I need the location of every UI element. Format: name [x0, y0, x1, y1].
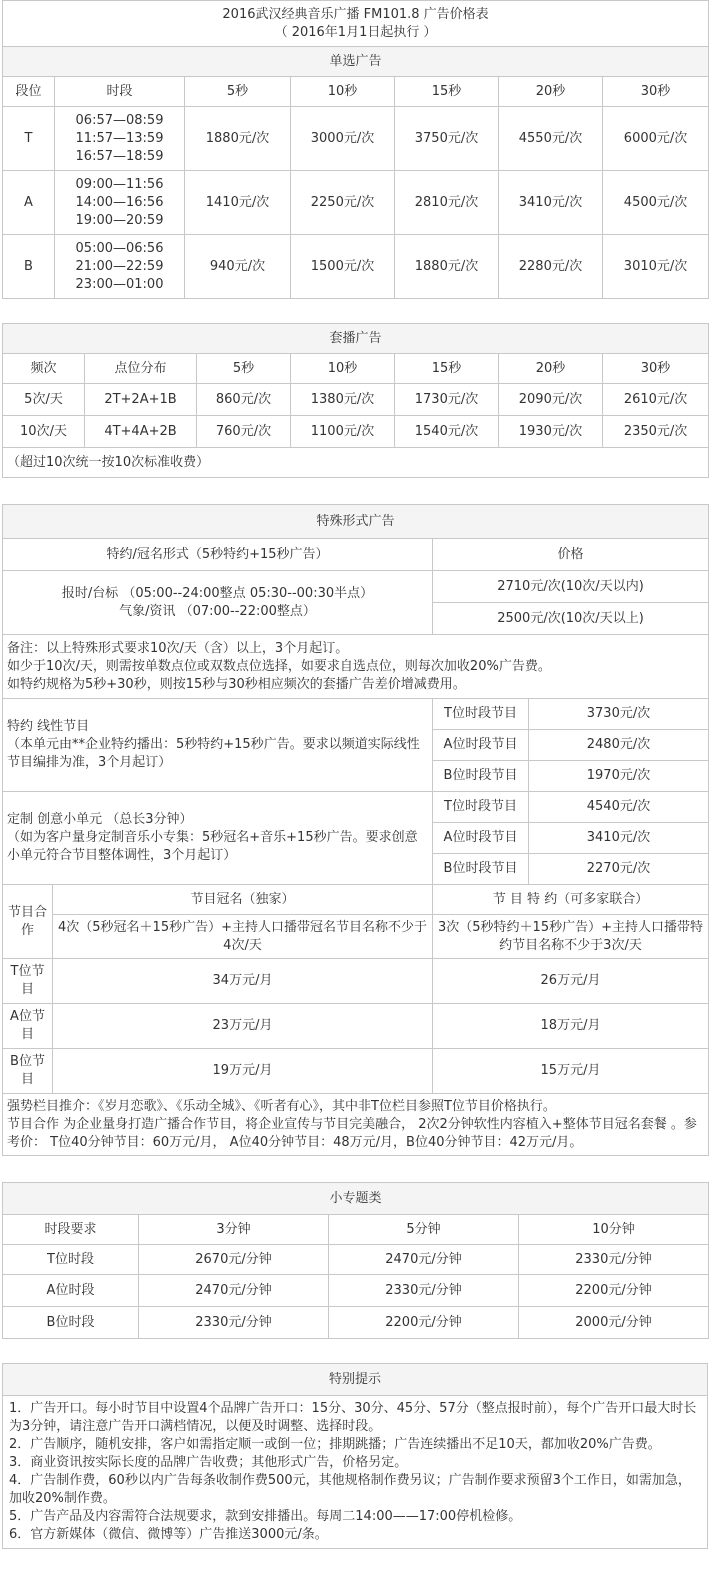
table-row [3, 107, 709, 171]
mini-topic-table [2, 1182, 709, 1339]
sheet-title-line2: （ 2016年1月1日起执行 ） [274, 24, 437, 40]
tip-item: 5．广告产品及内容需符合法规要求，款到安排播出。每周二14:00——17:00停机检修。 [9, 1509, 522, 1524]
coop-sponsor-price: 15万元/月 [433, 1049, 709, 1094]
price-cell: 1100元/次 [291, 416, 395, 448]
price-cell: 6000元/次 [603, 107, 709, 171]
coop-naming-price: 34万元/月 [53, 959, 433, 1004]
special-price-2: 2500元/次(10次/天以上) [433, 603, 709, 635]
table-row [3, 235, 709, 299]
price-cell: 2330元/分钟 [139, 1307, 329, 1339]
slot-label: B位时段节目 [433, 761, 529, 792]
coop-sponsor-price: 26万元/月 [433, 959, 709, 1004]
price-cell: 940元/次 [185, 235, 291, 299]
custom-unit-title: 定制 创意小单元 （总长3分钟） [7, 812, 193, 827]
special-desc-2: 气象/资讯 （07:00--22:00整点） [119, 603, 316, 619]
table-row [3, 959, 709, 1004]
package-header-cell: 10秒 [291, 354, 395, 384]
price-cell: 3000元/次 [291, 107, 395, 171]
frequency-cell: 5次/天 [3, 384, 85, 416]
single-header-cell: 10秒 [291, 77, 395, 107]
special-col-form: 特约/冠名形式（5秒特约+15秒广告） [3, 539, 433, 571]
coop-naming-price: 23万元/月 [53, 1004, 433, 1049]
special-footer-line: 节目合作 为企业量身打造广播合作节目，将企业宣传与节目完美融合， 2次2分钟软性内容植入+整体节目冠名套餐 。参考价： T位40分钟节目：60万元/月， A位40分钟节目：48万元/月，B位40分钟节目：42万元/月。 [7, 1116, 697, 1150]
price-sheet [2, 0, 712, 1549]
mini-header-cell: 时段要求 [3, 1215, 139, 1245]
price-cell: 2670元/分钟 [139, 1245, 329, 1275]
mini-row-label: A位时段 [3, 1275, 139, 1307]
tips-list [3, 1396, 708, 1549]
custom-unit-cell [3, 792, 433, 885]
mini-row-label: T位时段 [3, 1245, 139, 1275]
slot-label: T位时段节目 [433, 699, 529, 730]
special-note: 如少于10次/天，则需按单数点位或双数点位选择，如要求自选点位，则每次加收20%广告费。 [7, 658, 551, 674]
coop-row-label: B位节目 [3, 1049, 53, 1094]
time-slots-cell [55, 171, 185, 235]
frequency-cell: 10次/天 [3, 416, 85, 448]
slot-price: 3410元/次 [529, 823, 709, 854]
special-note: 备注：以上特殊形式要求10次/天（含）以上，3个月起订。 [7, 640, 349, 656]
table-row [3, 1307, 709, 1339]
time-slots-cell [55, 107, 185, 171]
single-header-cell: 段位 [3, 77, 55, 107]
single-header-cell: 5秒 [185, 77, 291, 107]
single-ads-table [2, 0, 709, 299]
special-desc-1: 报时/台标 （05:00--24:00整点 05:30--00:30半点） [61, 585, 374, 601]
time-slots-cell [55, 235, 185, 299]
special-desc-cell [3, 571, 433, 635]
package-header-cell: 频次 [3, 354, 85, 384]
sponsor-linear-cell [3, 699, 433, 792]
price-cell: 1500元/次 [291, 235, 395, 299]
price-cell: 2200元/分钟 [329, 1307, 519, 1339]
price-cell: 4550元/次 [499, 107, 603, 171]
slot-price: 4540元/次 [529, 792, 709, 823]
price-cell: 1730元/次 [395, 384, 499, 416]
package-note: （超过10次统一按10次标准收费） [3, 448, 709, 478]
coop-naming-price: 19万元/月 [53, 1049, 433, 1094]
special-footer-line: 强势栏目推介：《岁月恋歌》、《乐动全城》、《听者有心》，其中非T位栏目参照T位节目价格执行。 [7, 1098, 556, 1114]
slot-label: A位时段节目 [433, 730, 529, 761]
package-header-cell: 点位分布 [85, 354, 197, 384]
single-header-row [3, 77, 709, 107]
special-note: 如特约规格为5秒+30秒，则按15秒与30秒相应频次的套播广告差价增减费用。 [7, 676, 466, 692]
price-cell: 760元/次 [197, 416, 291, 448]
price-cell: 3410元/次 [499, 171, 603, 235]
slot-label: T位时段节目 [433, 792, 529, 823]
sheet-title-line1: 2016武汉经典音乐广播 FM101.8 广告价格表 [222, 6, 489, 22]
table-row [3, 1049, 709, 1094]
coop-sponsor-price: 18万元/月 [433, 1004, 709, 1049]
price-cell: 2330元/分钟 [329, 1275, 519, 1307]
price-cell: 1880元/次 [395, 235, 499, 299]
package-header-cell: 5秒 [197, 354, 291, 384]
distribution-cell: 4T+4A+2B [85, 416, 197, 448]
price-cell: 2330元/分钟 [519, 1245, 709, 1275]
price-cell: 2250元/次 [291, 171, 395, 235]
sheet-title [3, 1, 709, 47]
time-slot: 09:00—11:56 [75, 176, 164, 192]
mini-header-cell: 5分钟 [329, 1215, 519, 1245]
mini-header-cell: 10分钟 [519, 1215, 709, 1245]
table-row [3, 171, 709, 235]
coop-row-label: T位节目 [3, 959, 53, 1004]
package-header-cell: 30秒 [603, 354, 709, 384]
package-header-cell: 20秒 [499, 354, 603, 384]
sponsor-linear-title: 特约 线性节目 [7, 719, 90, 734]
coop-naming-desc: 4次（5秒冠名＋15秒广告）+主持人口播带冠名节目名称不少于4次/天 [53, 915, 433, 959]
package-header-row [3, 354, 709, 384]
time-slot: 16:57—18:59 [75, 148, 164, 164]
package-header-cell: 15秒 [395, 354, 499, 384]
slot-label: A位时段节目 [433, 823, 529, 854]
slot-price: 2480元/次 [529, 730, 709, 761]
price-cell: 2810元/次 [395, 171, 499, 235]
time-slot: 05:00—06:56 [75, 240, 164, 256]
price-cell: 1380元/次 [291, 384, 395, 416]
price-cell: 1540元/次 [395, 416, 499, 448]
tier-cell: A [3, 171, 55, 235]
coop-row-label: A位节目 [3, 1004, 53, 1049]
special-section-title: 特殊形式广告 [3, 505, 709, 539]
tip-item: 2．广告顺序，随机安排，客户如需指定顺一或倒一位；排期跳播；广告连续播出不足10天，都加收20%广告费。 [9, 1437, 661, 1452]
package-section-title: 套播广告 [3, 324, 709, 354]
price-cell: 2000元/分钟 [519, 1307, 709, 1339]
price-cell: 2350元/次 [603, 416, 709, 448]
price-cell: 2610元/次 [603, 384, 709, 416]
price-cell: 860元/次 [197, 384, 291, 416]
mini-section-title: 小专题类 [3, 1183, 709, 1215]
price-cell: 1930元/次 [499, 416, 603, 448]
time-slot: 21:00—22:59 [75, 258, 164, 274]
price-cell: 1410元/次 [185, 171, 291, 235]
single-header-cell: 20秒 [499, 77, 603, 107]
tier-cell: B [3, 235, 55, 299]
tip-item: 1．广告开口。每小时节目中设置4个品牌广告开口：15分、30分、45分、57分（整点报时前），每个广告开口最大时长为3分钟，请注意广告开口满档情况，以便及时调整、选择时段。 [9, 1401, 697, 1434]
slot-label: B位时段节目 [433, 854, 529, 885]
single-header-cell: 15秒 [395, 77, 499, 107]
tips-table [2, 1363, 708, 1549]
table-row [3, 1004, 709, 1049]
time-slot: 14:00—16:56 [75, 194, 164, 210]
special-ads-table [2, 504, 709, 1156]
coop-label: 节目合作 [3, 885, 53, 959]
package-ads-table [2, 323, 709, 478]
table-row [3, 416, 709, 448]
price-cell: 2090元/次 [499, 384, 603, 416]
distribution-cell: 2T+2A+1B [85, 384, 197, 416]
time-slot: 11:57—13:59 [75, 130, 164, 146]
slot-price: 3730元/次 [529, 699, 709, 730]
table-row [3, 1245, 709, 1275]
tier-cell: T [3, 107, 55, 171]
mini-header-cell: 3分钟 [139, 1215, 329, 1245]
price-cell: 2470元/分钟 [329, 1245, 519, 1275]
single-section-title: 单选广告 [3, 47, 709, 77]
special-footer [3, 1094, 709, 1156]
price-cell: 3010元/次 [603, 235, 709, 299]
coop-naming-title: 节目冠名（独家） [53, 885, 433, 915]
time-slot: 23:00—01:00 [75, 276, 164, 292]
single-header-cell: 30秒 [603, 77, 709, 107]
special-notes [3, 635, 709, 699]
table-row [3, 1275, 709, 1307]
price-cell: 4500元/次 [603, 171, 709, 235]
tips-section-title: 特别提示 [3, 1364, 708, 1396]
sponsor-linear-desc: （本单元由**企业特约播出：5秒特约+15秒广告。要求以频道实际线性节目编排为准，3个月起订） [7, 737, 420, 770]
special-price-1: 2710元/次(10次/天以内) [433, 571, 709, 603]
single-header-cell: 时段 [55, 77, 185, 107]
time-slot: 06:57—08:59 [75, 112, 164, 128]
price-cell: 2280元/次 [499, 235, 603, 299]
coop-sponsor-title: 节 目 特 约（可多家联合） [433, 885, 709, 915]
coop-sponsor-desc: 3次（5秒特约＋15秒广告）+主持人口播带特约节目名称不少于3次/天 [433, 915, 709, 959]
tip-item: 3．商业资讯按实际长度的品牌广告收费；其他形式广告，价格另定。 [9, 1455, 408, 1470]
slot-price: 2270元/次 [529, 854, 709, 885]
mini-row-label: B位时段 [3, 1307, 139, 1339]
custom-unit-desc: （如为客户量身定制音乐小专集：5秒冠名+音乐+15秒广告。要求创意小单元符合节目整体调性，3个月起订） [7, 830, 418, 863]
special-col-price: 价格 [433, 539, 709, 571]
price-cell: 3750元/次 [395, 107, 499, 171]
mini-header-row [3, 1215, 709, 1245]
price-cell: 2470元/分钟 [139, 1275, 329, 1307]
tip-item: 6．官方新媒体（微信、微博等）广告推送3000元/条。 [9, 1527, 328, 1542]
price-cell: 2200元/分钟 [519, 1275, 709, 1307]
time-slot: 19:00—20:59 [75, 212, 164, 228]
tip-item: 4．广告制作费，60秒以内广告每条收制作费500元，其他规格制作费另议；广告制作要求预留3个工作日，如需加急，加收20%制作费。 [9, 1473, 691, 1506]
table-row [3, 384, 709, 416]
price-cell: 1880元/次 [185, 107, 291, 171]
slot-price: 1970元/次 [529, 761, 709, 792]
